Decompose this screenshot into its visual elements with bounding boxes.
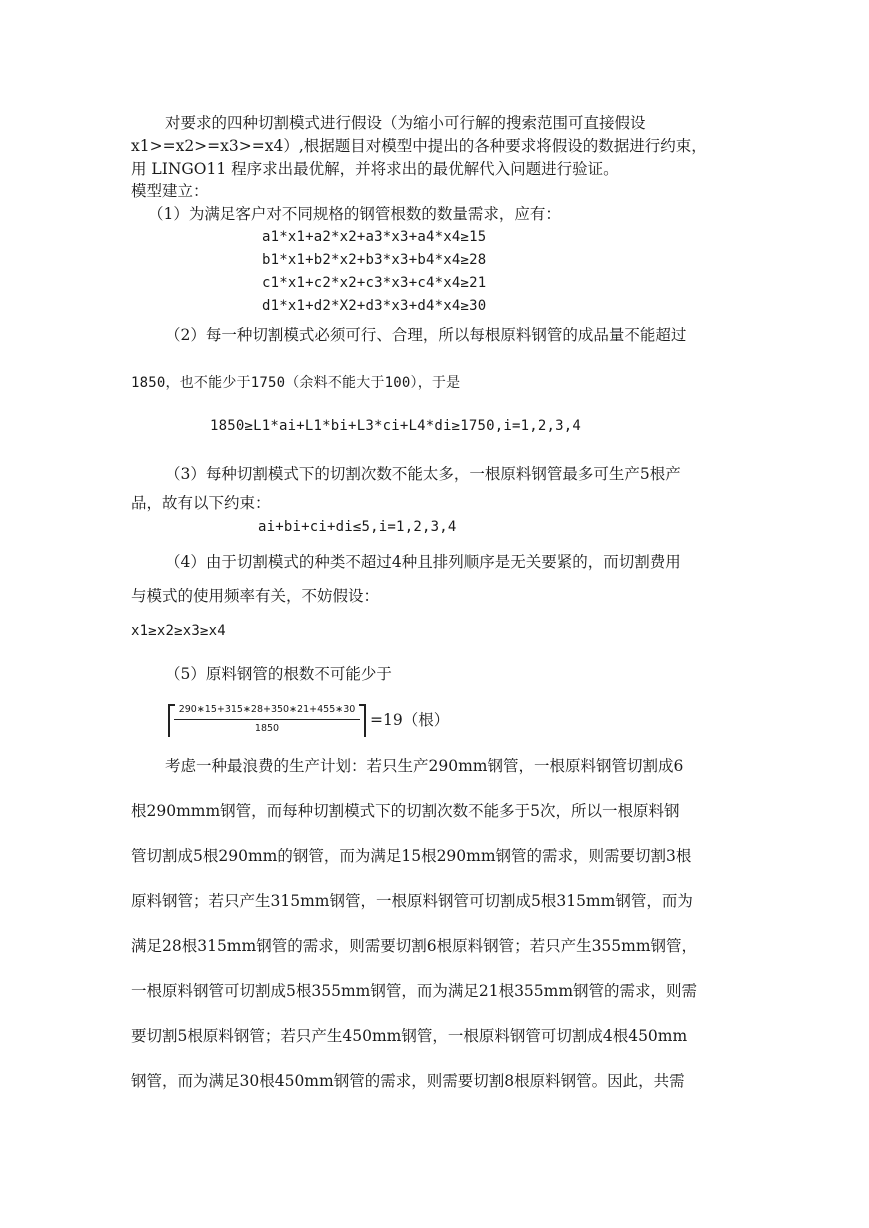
ceiling-bracket-left — [168, 704, 170, 737]
equation-3: c1*x1+c2*x2+c3*x3+c4*x4≥21 — [262, 275, 487, 291]
waste-plan-line-3: 管切割成5根290mm的钢管，而为满足15根290mm钢管的需求，则需要切割3根 — [131, 847, 692, 865]
waste-plan-line-7: 要切割5根原料钢管；若只产生450mm钢管，一根原料钢管可切割成4根450mm — [131, 1027, 688, 1045]
ceiling-bracket-right — [364, 704, 366, 737]
constraint-4-line-2: 与模式的使用频率有关，不妨假设： — [131, 587, 380, 605]
fraction-bar — [174, 719, 360, 720]
constraint-2-line-2: 1850，也不能少于1750（余料不能大于100），于是 — [131, 375, 461, 391]
waste-plan-line-6: 一根原料钢管可切割成5根355mm钢管，而为满足21根355mm钢管的需求，则需 — [131, 982, 698, 1000]
fraction-result: =19（根） — [370, 711, 450, 729]
constraint-3-equation: ai+bi+ci+di≤5,i=1,2,3,4 — [258, 519, 457, 535]
model-heading: 模型建立： — [131, 182, 209, 200]
constraint-2-equation: 1850≥L1*ai+L1*bi+L3*ci+L4*di≥1750,i=1,2,3,4 — [210, 418, 582, 434]
fraction-denominator: 1850 — [254, 723, 280, 734]
paragraph-1-line-3: 用 LINGO11 程序求出最优解，并将求出的最优解代入问题进行验证。 — [131, 160, 619, 178]
constraint-3-line-2: 品，故有以下约束： — [131, 494, 271, 512]
equation-4: d1*x1+d2*X2+d3*x3+d4*x4≥30 — [262, 298, 487, 314]
waste-plan-line-8: 钢管，而为满足30根450mm钢管的需求，则需要切割8根原料钢管。因此，共需 — [131, 1072, 685, 1090]
equation-2: b1*x1+b2*x2+b3*x3+b4*x4≥28 — [262, 252, 487, 268]
constraint-4-line-1: （4）由于切割模式的种类不超过4种且排列顺序是无关要紧的，而切割费用 — [165, 553, 681, 571]
waste-plan-line-2: 根290mmm钢管，而每种切割模式下的切割次数不能多于5次，所以一根原料钢 — [131, 802, 680, 820]
waste-plan-line-1: 考虑一种最浪费的生产计划：若只生产290mm钢管，一根原料钢管切割成6 — [165, 757, 684, 775]
paragraph-1-line-1: 对要求的四种切割模式进行假设（为缩小可行解的搜索范围可直接假设 — [165, 114, 646, 132]
paragraph-1-line-2: x1>=x2>=x3>=x4）,根据题目对模型中提出的各种要求将假设的数据进行约束， — [131, 137, 707, 155]
constraint-1-intro: （1）为满足客户对不同规格的钢管根数的数量需求，应有： — [148, 205, 561, 223]
fraction-numerator: 290∗15+315∗28+350∗21+455∗30 — [178, 704, 356, 715]
constraint-4-equation: x1≥x2≥x3≥x4 — [131, 623, 226, 639]
constraint-2-line-1: （2）每一种切割模式必须可行、合理，所以每根原料钢管的成品量不能超过 — [165, 326, 687, 344]
equation-1: a1*x1+a2*x2+a3*x3+a4*x4≥15 — [262, 229, 487, 245]
ceiling-fraction-formula — [168, 701, 448, 741]
constraint-5-intro: （5）原料钢管的根数不可能少于 — [165, 665, 392, 683]
waste-plan-line-4: 原料钢管；若只产生315mm钢管，一根原料钢管可切割成5根315mm钢管，而为 — [131, 892, 693, 910]
waste-plan-line-5: 满足28根315mm钢管的需求，则需要切割6根原料钢管；若只产生355mm钢管， — [131, 937, 698, 955]
constraint-3-line-1: （3）每种切割模式下的切割次数不能太多，一根原料钢管最多可生产5根产 — [165, 465, 681, 483]
